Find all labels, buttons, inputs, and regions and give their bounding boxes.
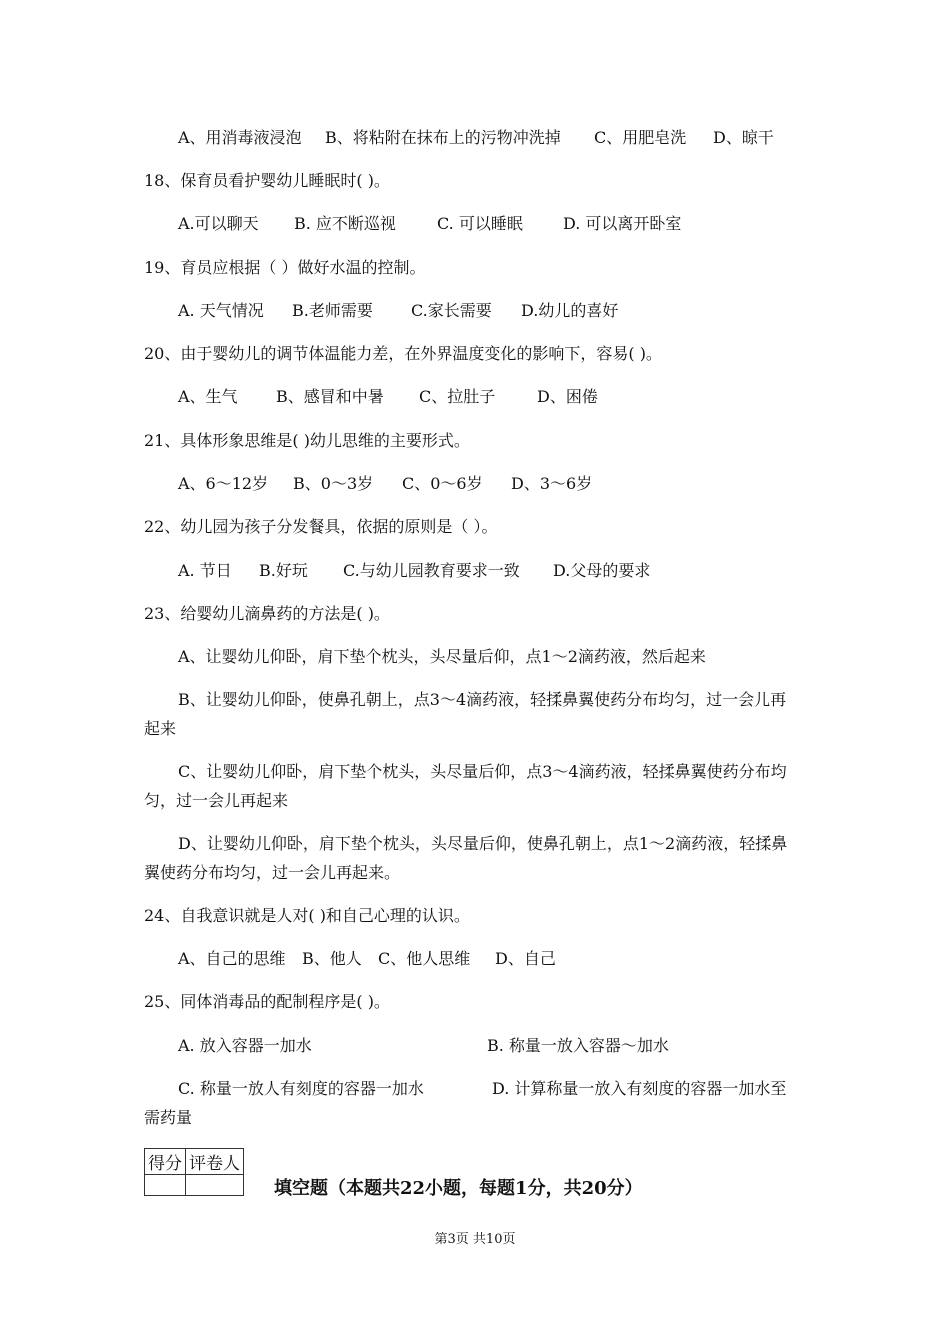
q18-option-d: D. 可以离开卧室: [563, 214, 682, 233]
grader-header: 评卷人: [186, 1149, 244, 1175]
q21-option-c: C、0～6岁: [402, 474, 483, 493]
q23-option-b-line2: 起来: [144, 719, 177, 738]
grader-cell: [186, 1175, 244, 1196]
q25-option-a: A. 放入容器一加水: [178, 1036, 312, 1055]
q21-stem: 21、具体形象思维是( )幼儿思维的主要形式。: [144, 431, 470, 450]
q17-option-c: C、用肥皂洗: [594, 128, 687, 147]
q23-option-a: A、让婴幼儿仰卧，肩下垫个枕头，头尽量后仰，点1～2滴药液，然后起来: [178, 647, 706, 666]
q23-option-d-line2: 翼使药分布均匀，过一会儿再起来。: [144, 863, 401, 882]
q19-option-c: C.家长需要: [411, 301, 492, 320]
q22-option-b: B.好玩: [259, 561, 308, 580]
q18-option-a: A.可以聊天: [178, 214, 259, 233]
q25-stem: 25、同体消毒品的配制程序是( )。: [144, 992, 390, 1011]
q24-stem: 24、自我意识就是人对( )和自己心理的认识。: [144, 906, 470, 925]
q20-option-d: D、困倦: [537, 387, 598, 406]
q23-option-c-line1: C、让婴幼儿仰卧，肩下垫个枕头，头尽量后仰，点3～4滴药液，轻揉鼻翼使药分布均: [178, 762, 787, 781]
section-title: 填空题（本题共22小题，每题1分，共20分）: [274, 1178, 643, 1199]
q25-option-b: B. 称量一放入容器～加水: [487, 1036, 669, 1055]
q20-option-b: B、感冒和中暑: [276, 387, 384, 406]
q21-option-d: D、3～6岁: [511, 474, 593, 493]
q21-option-a: A、6～12岁: [178, 474, 269, 493]
q22-option-c: C.与幼儿园教育要求一致: [343, 561, 520, 580]
q24-option-a: A、自己的思维: [178, 949, 286, 968]
q23-option-c-line2: 匀，过一会儿再起来: [144, 791, 289, 810]
q17-option-d: D、晾干: [713, 128, 774, 147]
q19-stem: 19、育员应根据（ ）做好水温的控制。: [144, 258, 426, 277]
q20-option-a: A、生气: [178, 387, 238, 406]
q17-option-b: B、将粘附在抹布上的污物冲洗掉: [325, 128, 561, 147]
q21-option-b: B、0～3岁: [293, 474, 374, 493]
q22-stem: 22、幼儿园为孩子分发餐具，依据的原则是（ ）。: [144, 517, 498, 536]
q20-stem: 20、由于婴幼儿的调节体温能力差，在外界温度变化的影响下，容易( )。: [144, 344, 662, 363]
q25-option-d-line2: 需药量: [144, 1108, 193, 1127]
q22-option-d: D.父母的要求: [553, 561, 651, 580]
q24-option-b: B、他人: [302, 949, 362, 968]
q19-option-d: D.幼儿的喜好: [521, 301, 619, 320]
q25-option-c: C. 称量一放人有刻度的容器一加水: [178, 1079, 424, 1098]
q19-option-b: B.老师需要: [292, 301, 373, 320]
q20-option-c: C、拉肚子: [419, 387, 496, 406]
q24-option-c: C、他人思维: [378, 949, 471, 968]
q17-option-a: A、用消毒液浸泡: [178, 128, 302, 147]
q19-option-a: A. 天气情况: [178, 301, 264, 320]
score-table: [144, 1148, 244, 1196]
score-cell: [145, 1175, 186, 1196]
q24-option-d: D、自己: [495, 949, 556, 968]
q22-option-a: A. 节日: [178, 561, 232, 580]
q18-stem: 18、保育员看护婴幼儿睡眠时( )。: [144, 171, 390, 190]
page-footer: 第3页 共10页: [434, 1232, 516, 1247]
q23-option-d-line1: D、让婴幼儿仰卧，肩下垫个枕头，头尽量后仰，使鼻孔朝上，点1～2滴药液，轻揉鼻: [178, 834, 788, 853]
score-header: 得分: [145, 1149, 186, 1175]
q23-stem: 23、给婴幼儿滴鼻药的方法是( )。: [144, 604, 390, 623]
q23-option-b-line1: B、让婴幼儿仰卧，使鼻孔朝上，点3～4滴药液，轻揉鼻翼使药分布均匀，过一会儿再: [178, 690, 787, 709]
q18-option-c: C. 可以睡眠: [437, 214, 523, 233]
q25-option-d-line1: D. 计算称量一放入有刻度的容器一加水至: [492, 1079, 787, 1098]
q18-option-b: B. 应不断巡视: [294, 214, 396, 233]
